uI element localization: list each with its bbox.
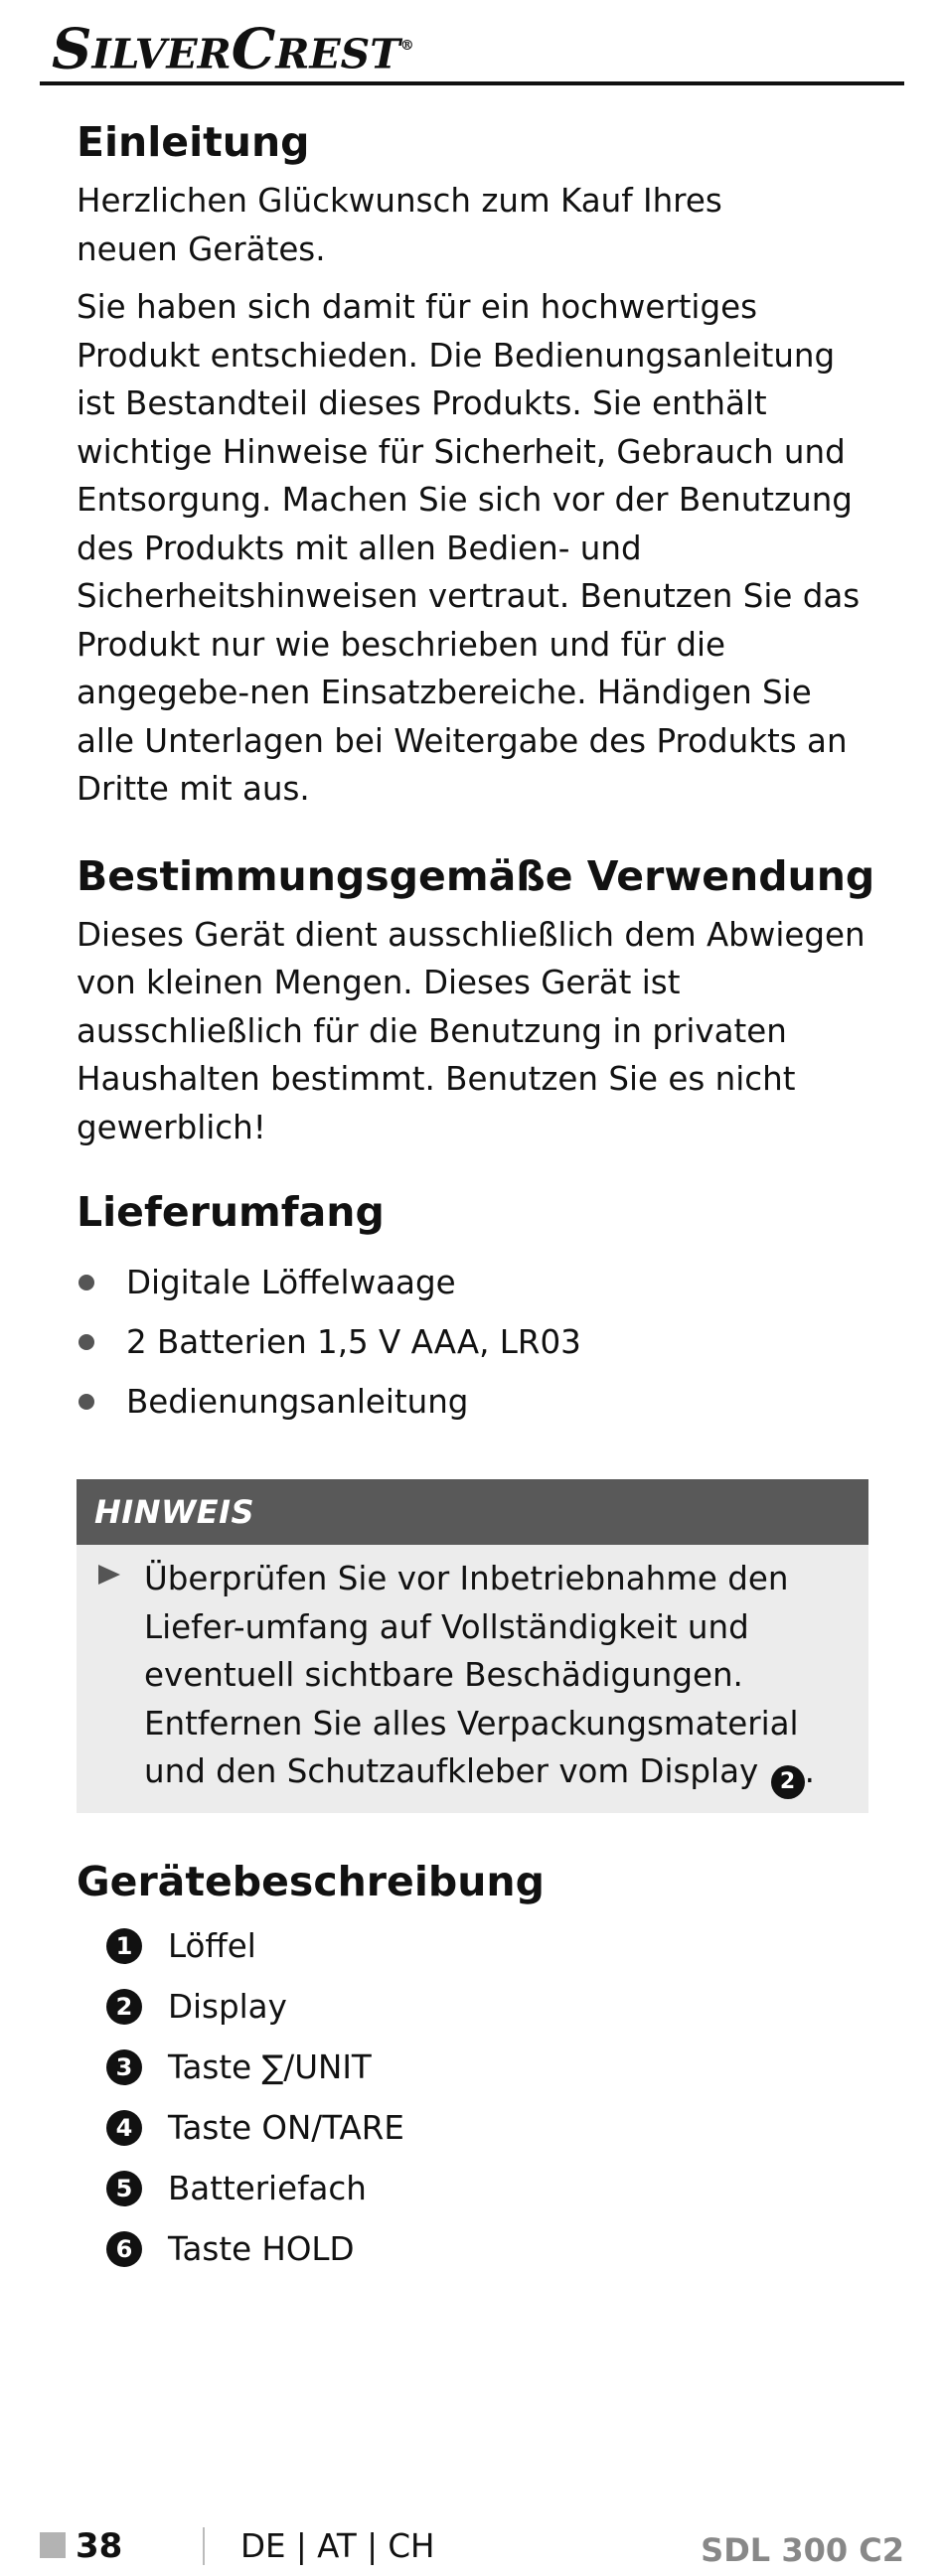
list-item: 2 Batterien 1,5 V AAA, LR03 xyxy=(77,1312,871,1372)
list-item: 5 Batteriefach xyxy=(106,2159,871,2219)
list-item: Bedienungsanleitung xyxy=(77,1372,871,1432)
note-title: HINWEIS xyxy=(77,1479,868,1545)
square-marker-icon xyxy=(40,2532,66,2558)
list-item: 4 Taste ON/TARE xyxy=(106,2098,871,2159)
list-item: 2 Display xyxy=(106,1977,871,2038)
bullet-icon xyxy=(79,1394,94,1410)
note-text: Überprüfen Sie vor Inbetriebnahme den Liefer-umfang auf Vollständigkeit und eventuell sichtbare Beschädigungen. Entfernen Sie alles Verpackungsmaterial und den Schutzaufkleber vom Display 2 . xyxy=(144,1555,855,1799)
list-item: 6 Taste HOLD xyxy=(106,2219,871,2280)
scope-list xyxy=(77,1253,871,1432)
page-footer xyxy=(40,2521,904,2571)
number-6-icon: 6 xyxy=(106,2231,142,2267)
number-2-icon: 2 xyxy=(771,1765,805,1799)
intro-paragraph-2: Sie haben sich damit für ein hochwertiges Produkt entschieden. Die Bedienungsanleitung ist Bestandteil dieses Produkts. Sie enthält wichtige Hinweise für Sicherheit, Gebrauch und Entsorgung. Machen Sie sich vor der Benutzung des Produkts mit allen Bedien- und Sicherheitshinweisen vertraut. Benutzen Sie das Produkt nur wie beschrieben und für die angegebe-nen Einsatzbereiche. Händigen Sie alle Unterlagen bei Weitergabe des Produkts an Dritte mit aus. xyxy=(77,288,861,808)
page-number: 38 xyxy=(76,2526,123,2566)
number-3-icon: 3 xyxy=(106,2049,142,2085)
list-item: 3 Taste ∑/UNIT xyxy=(106,2038,871,2098)
brand-logo: SILVERCREST® xyxy=(52,16,414,82)
device-heading: Gerätebeschreibung xyxy=(77,1858,545,1905)
number-2-icon: 2 xyxy=(106,1989,142,2025)
intended-use-heading: Bestimmungsgemäße Verwendung xyxy=(77,851,875,900)
number-4-icon: 4 xyxy=(106,2110,142,2146)
intro-heading: Einleitung xyxy=(77,118,310,166)
scope-heading: Lieferumfang xyxy=(77,1188,385,1236)
list-item: 1 Löffel xyxy=(106,1916,871,1977)
arrow-right-icon xyxy=(98,1565,120,1585)
list-item: Digitale Löffelwaage xyxy=(77,1253,871,1312)
model-number: SDL 300 C2 xyxy=(701,2531,904,2569)
bullet-icon xyxy=(79,1334,94,1350)
number-5-icon: 5 xyxy=(106,2171,142,2206)
number-1-icon: 1 xyxy=(106,1928,142,1964)
bullet-icon xyxy=(79,1275,94,1290)
intro-paragraph-1: Herzlichen Glückwunsch zum Kauf Ihres neuen Gerätes. xyxy=(77,182,722,268)
device-parts-list xyxy=(77,1916,871,2280)
page-content xyxy=(77,107,875,2280)
intended-use-text: Dieses Gerät dient ausschließlich dem Abwiegen von kleinen Mengen. Dieses Gerät ist ausschließlich für die Benutzung in privaten Haushalten bestimmt. Benutzen Sie es nicht gewerblich! xyxy=(77,915,865,1146)
note-box xyxy=(77,1479,868,1813)
header-rule xyxy=(40,81,904,85)
country-codes: DE | AT | CH xyxy=(240,2527,435,2565)
